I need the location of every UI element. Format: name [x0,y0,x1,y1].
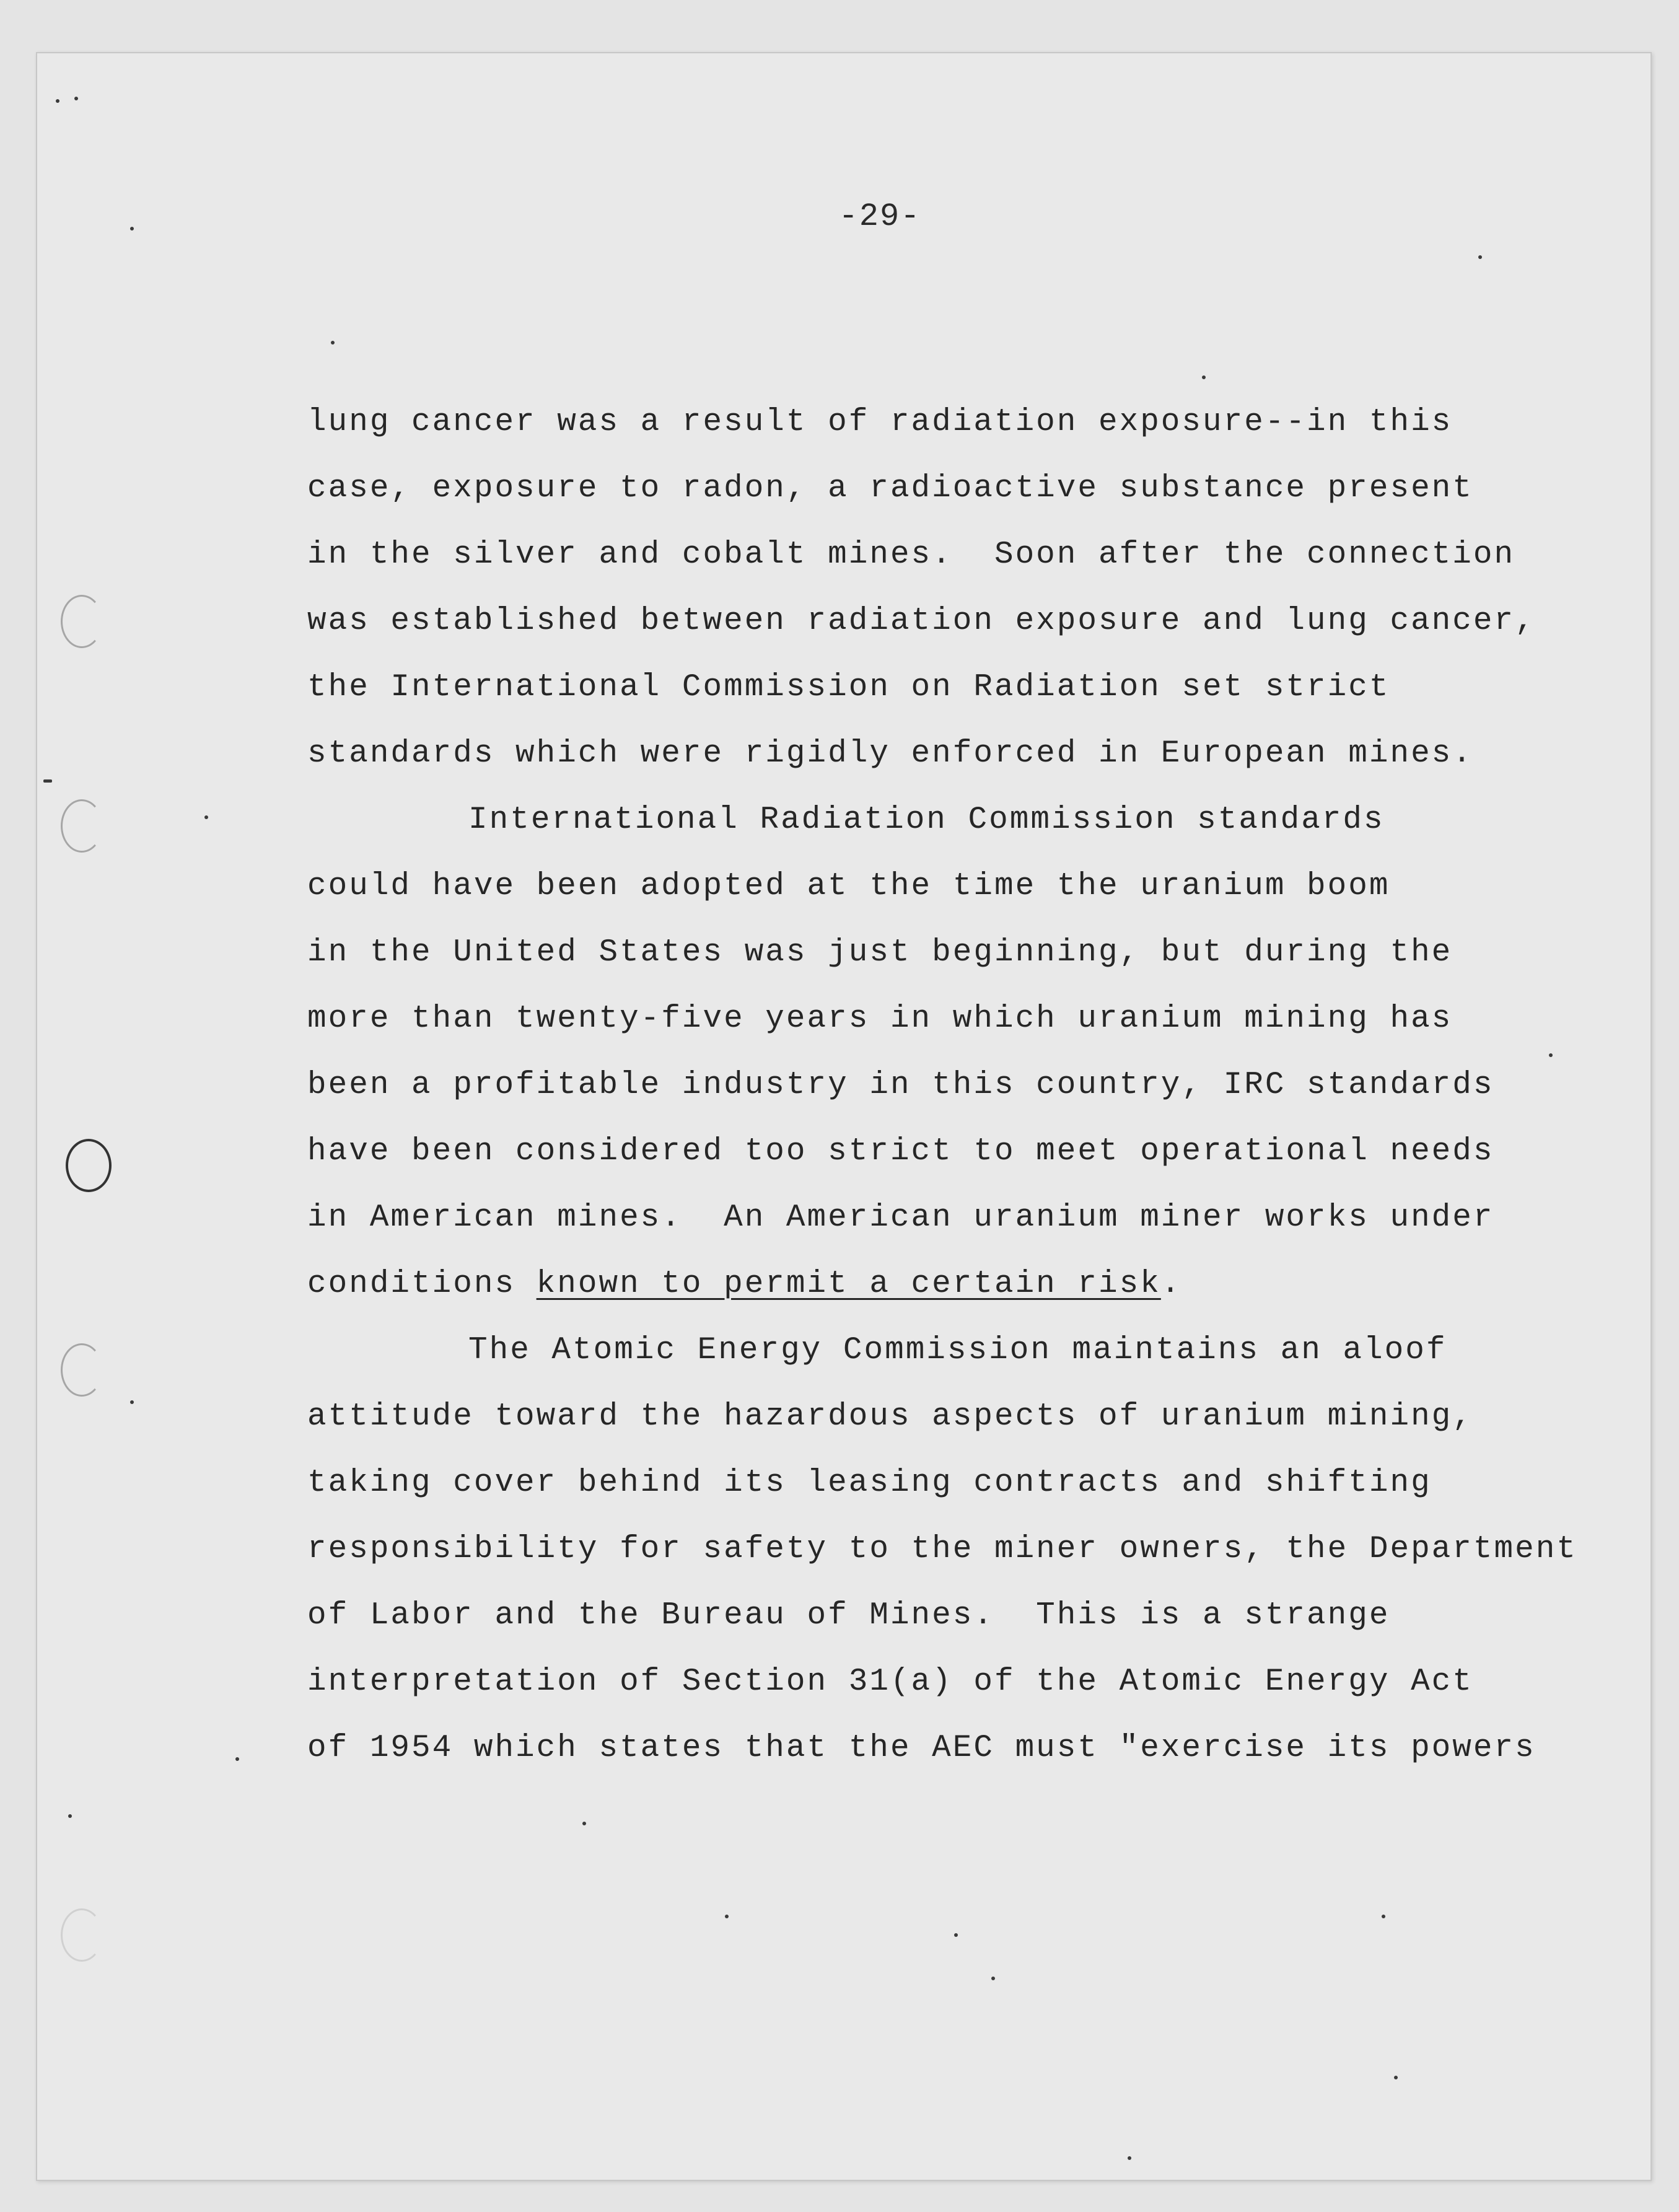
scan-speck [43,779,52,783]
text-line: in the silver and cobalt mines. Soon after the connection [307,537,1515,573]
scan-speck [74,97,78,100]
page-number: -29- [838,198,921,235]
text-line: attitude toward the hazardous aspects of uranium mining, [307,1399,1473,1434]
text-line: was established between radiation exposure and lung cancer, [307,603,1536,639]
text-line: in American mines. An American uranium miner works under [307,1200,1494,1235]
text-line: of Labor and the Bureau of Mines. This is a strange [307,1598,1390,1633]
punch-hole-icon [61,1908,103,1962]
text-line: been a profitable industry in this country, IRC standards [307,1068,1494,1103]
scan-speck [204,815,208,819]
text-line: interpretation of Section 31(a) of the Atomic Energy Act [307,1664,1473,1700]
paragraph-start-line: International Radiation Commission standards [468,802,1385,838]
text-line: the International Commission on Radiation set strict [307,670,1390,705]
scan-speck [954,1933,958,1937]
text-line-with-underline [307,1251,1559,1317]
document-body [307,389,1577,1781]
scan-speck [582,1822,586,1825]
scan-speck [1382,1915,1385,1918]
text-line: have been considered too strict to meet operational needs [307,1134,1494,1169]
text-segment: conditions [307,1266,537,1302]
text-line: more than twenty-five years in which uranium mining has [307,1001,1453,1037]
scan-speck [1394,2076,1398,2079]
scan-speck [1478,255,1482,259]
text-segment: . [1160,1266,1182,1302]
scan-speck [1202,375,1206,379]
scan-speck [331,341,335,345]
punch-hole-icon [61,799,103,853]
text-line: responsibility for safety to the miner owners, the Department [307,1532,1577,1567]
scan-speck [1128,2156,1131,2160]
scan-speck [991,1977,995,1980]
text-line: lung cancer was a result of radiation exposure--in this [307,405,1453,440]
text-line: could have been adopted at the time the uranium boom [307,869,1390,904]
punch-hole-icon [61,1343,103,1397]
text-line: taking cover behind its leasing contracts and shifting [307,1465,1432,1501]
scan-speck [130,1400,134,1404]
scan-speck [725,1915,729,1918]
text-line: of 1954 which states that the AEC must "exercise its powers [307,1731,1536,1766]
text-line: in the United States was just beginning, but during the [307,935,1453,970]
scan-speck [68,1814,72,1818]
scan-speck [56,99,59,103]
scan-speck [130,227,134,230]
punch-hole-icon [61,595,103,648]
punch-hole-icon [66,1139,112,1192]
text-line: case, exposure to radon, a radioactive substance present [307,471,1473,506]
scan-speck [235,1757,239,1761]
underlined-phrase: known to permit a certain risk [536,1266,1161,1302]
text-line: standards which were rigidly enforced in European mines. [307,736,1473,771]
paragraph-start-line: The Atomic Energy Commission maintains an aloof [468,1333,1447,1368]
